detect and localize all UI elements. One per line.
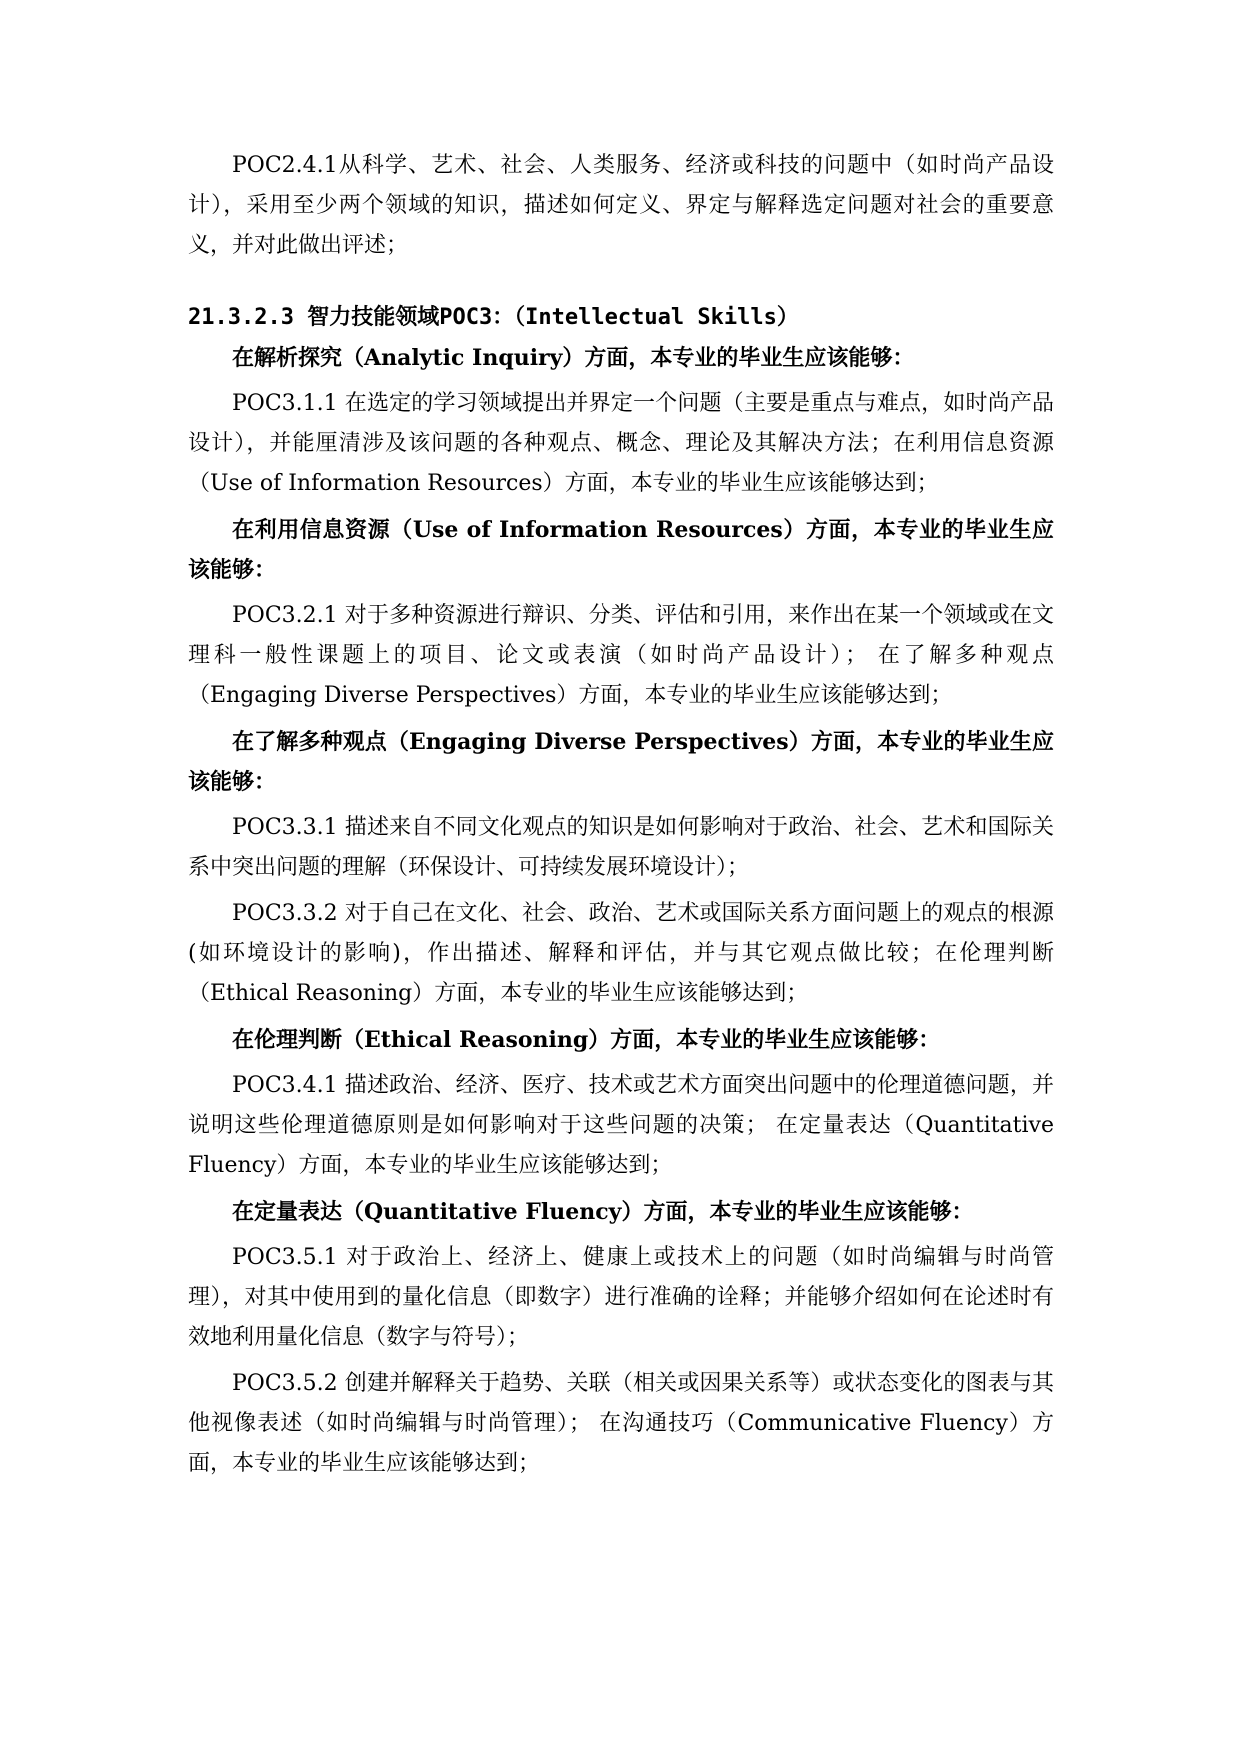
diverse-perspectives-heading: 在了解多种观点（Engaging Diverse Perspectives）方面，本专业的毕业生应该能够： <box>188 729 1054 795</box>
paragraph-poc321: POC3.2.1 对于多种资源进行辩识、分类、评估和引用，来作出在某一个领域或在文理科一般性课题上的项目、论文或表演（如时尚产品设计）； 在了解多种观点（Engaging Diverse Perspectives）方面，本专业的毕业生应该能够达到； <box>188 603 1054 708</box>
paragraph-poc351: POC3.5.1 对于政治上、经济上、健康上或技术上的问题（如时尚编辑与时尚管理），对其中使用到的量化信息（即数字）进行准确的诠释；并能够介绍如何在论述时有效地利用量化信息（数字与符号）； <box>188 1245 1054 1350</box>
document-page <box>188 146 1054 1484</box>
quantitative-fluency-heading: 在定量表达（Quantitative Fluency）方面，本专业的毕业生应该能够： <box>232 1199 974 1225</box>
ethical-reasoning-heading: 在伦理判断（Ethical Reasoning）方面，本专业的毕业生应该能够： <box>232 1027 941 1053</box>
paragraph-poc341: POC3.4.1 描述政治、经济、医疗、技术或艺术方面突出问题中的伦理道德问题，并说明这些伦理道德原则是如何影响对于这些问题的决策； 在定量表达（Quantitative Fluency）方面，本专业的毕业生应该能够达到； <box>188 1073 1054 1178</box>
section-heading: 21.3.2.3 智力技能领域POC3：（Intellectual Skills） <box>188 305 799 330</box>
paragraph-poc331: POC3.3.1 描述来自不同文化观点的知识是如何影响对于政治、社会、艺术和国际关系中突出问题的理解（环保设计、可持续发展环境设计）； <box>188 815 1054 880</box>
paragraph-poc241: POC2.4.1从科学、艺术、社会、人类服务、经济或科技的问题中（如时尚产品设计），采用至少两个领域的知识，描述如何定义、界定与解释选定问题对社会的重要意义，并对此做出评述； <box>188 153 1054 258</box>
paragraph-poc332: POC3.3.2 对于自己在文化、社会、政治、艺术或国际关系方面问题上的观点的根源(如环境设计的影响)，作出描述、解释和评估，并与其它观点做比较；在伦理判断（Ethical Reasoning）方面，本专业的毕业生应该能够达到； <box>188 901 1054 1006</box>
information-resources-heading: 在利用信息资源（Use of Information Resources）方面，本专业的毕业生应该能够： <box>188 517 1054 583</box>
paragraph-poc352: POC3.5.2 创建并解释关于趋势、关联（相关或因果关系等）或状态变化的图表与其他视像表述（如时尚编辑与时尚管理）； 在沟通技巧（Communicative Fluency）方面，本专业的毕业生应该能够达到； <box>188 1371 1054 1476</box>
analytic-inquiry-heading: 在解析探究（Analytic Inquiry）方面，本专业的毕业生应该能够： <box>232 345 915 371</box>
paragraph-poc311: POC3.1.1 在选定的学习领域提出并界定一个问题（主要是重点与难点，如时尚产品设计），并能厘清涉及该问题的各种观点、概念、理论及其解决方法；在利用信息资源（Use of Information Resources）方面，本专业的毕业生应该能够达到； <box>188 391 1054 496</box>
